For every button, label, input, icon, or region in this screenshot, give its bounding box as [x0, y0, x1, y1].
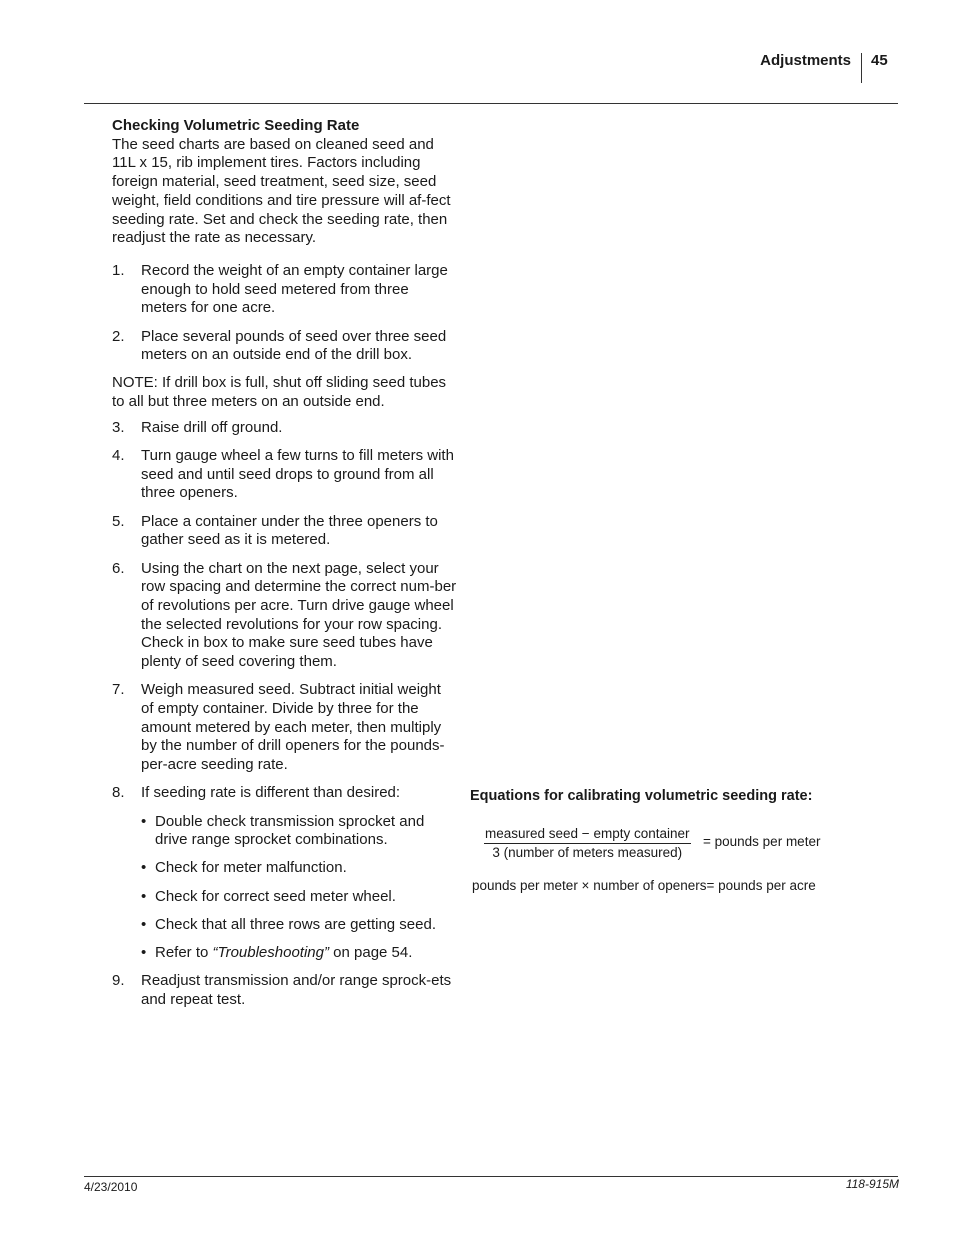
bullet-ref-after: on page 54. [328, 944, 413, 962]
step-text: Turn gauge wheel a few turns to fill meters with seed and until seed drops to ground from all three openers. [141, 447, 454, 502]
step-text: Weigh measured seed. Subtract initial weight of empty container. Divide by three for the amount metered by each meter, then multiply by the number of drill openers for the pounds-per-acre seeding rate. [141, 681, 445, 774]
step-number: 1. [112, 261, 125, 279]
bullet-icon: • [141, 915, 147, 933]
list-item [141, 813, 457, 850]
footer-rule [84, 1176, 898, 1177]
equation-1-result: = pounds per meter [703, 834, 821, 849]
step-number: 7. [112, 681, 125, 699]
step-6 [112, 560, 457, 672]
intro-paragraph: The seed charts are based on cleaned seed and 11L x 15, rib implement tires. Factors including foreign material, seed treatment, seed size, seed weight, field conditions and tire pressure will af-fect seeding rate. Set and check the seeding rate, then readjust the rate as necessary. [112, 135, 451, 247]
header-page-number: 45 [871, 52, 888, 69]
step-text: Readjust transmission and/or range sprock-ets and repeat test. [141, 972, 452, 1008]
step-text: Record the weight of an empty container large enough to hold seed metered from three meters for one acre. [141, 261, 448, 317]
step-number: 3. [112, 418, 125, 436]
list-item [141, 916, 457, 935]
list-item [141, 888, 457, 907]
step-number: 4. [112, 447, 125, 465]
note-paragraph: NOTE: If drill box is full, shut off sliding seed tubes to all but three meters on an outside end. [112, 374, 447, 411]
bullet-icon: • [141, 812, 147, 830]
footer-date: 4/23/2010 [84, 1180, 138, 1194]
equation-2: pounds per meter × number of openers= pounds per acre [472, 878, 816, 893]
equation-1-denominator: 3 (number of meters measured) [492, 845, 683, 860]
step-5 [112, 513, 457, 550]
bullet-icon: • [141, 887, 147, 905]
step-text: Place a container under the three openers to gather seed as it is metered. [141, 512, 438, 549]
section-title: Checking Volumetric Seeding Rate [112, 117, 360, 134]
header-separator [861, 53, 862, 83]
list-item [141, 944, 457, 963]
bullet-ref-before: Refer to [155, 944, 213, 962]
step-number: 6. [112, 559, 125, 577]
step-1 [112, 262, 457, 318]
header-rule [84, 103, 898, 104]
header-section-title: Adjustments [760, 52, 851, 69]
step-text: If seeding rate is different than desired: [141, 784, 401, 802]
equation-1-numerator: measured seed − empty container [484, 826, 691, 844]
step-number: 5. [112, 512, 125, 530]
step-text: Raise drill off ground. [141, 418, 283, 436]
bullet-icon: • [141, 944, 147, 962]
bullet-list [141, 813, 457, 963]
bullet-text: Check for meter malfunction. [155, 859, 347, 877]
bullet-icon: • [141, 859, 147, 877]
step-number: 2. [112, 327, 125, 345]
step-text: Using the chart on the next page, select your row spacing and determine the correct num-ber of revolutions per acre. Turn drive gauge wheel the selected revolutions for your row spacing. Check in box to make sure seed tubes have plenty of seed covering them. [141, 559, 457, 671]
step-4 [112, 447, 457, 503]
left-column [112, 117, 457, 1019]
step-7 [112, 681, 457, 775]
list-item [141, 859, 457, 878]
step-9 [112, 972, 457, 1009]
bullet-text [155, 944, 412, 963]
step-3 [112, 419, 457, 438]
equations-title: Equations for calibrating volumetric seeding rate: [470, 788, 813, 804]
bullet-text: Check for correct seed meter wheel. [155, 887, 396, 905]
bullet-text: Check that all three rows are getting seed. [155, 915, 436, 933]
step-number: 9. [112, 972, 125, 990]
step-number: 8. [112, 784, 125, 802]
step-8 [112, 784, 457, 803]
step-2 [112, 328, 457, 365]
equation-1-fraction [484, 826, 691, 860]
troubleshooting-reference: “Troubleshooting” [212, 944, 329, 962]
step-text: Place several pounds of seed over three seed meters on an outside end of the drill box. [141, 327, 447, 364]
footer-doc-number: 118-915M [845, 1177, 899, 1191]
bullet-text: Double check transmission sprocket and drive range sprocket combinations. [155, 812, 425, 849]
